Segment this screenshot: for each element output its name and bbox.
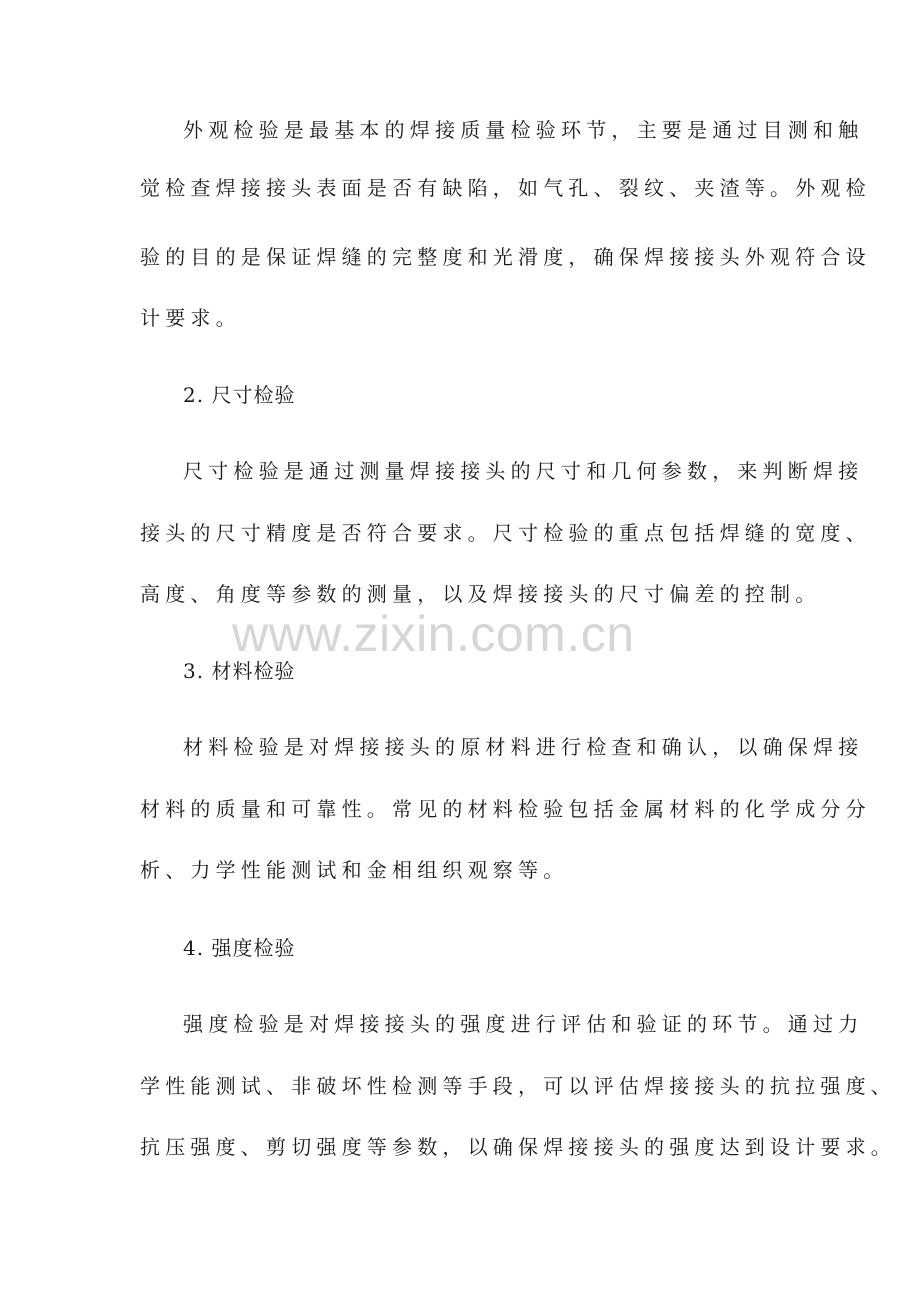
section-heading: 2. 尺寸检验 — [183, 383, 296, 407]
paragraph-line: 外观检验是最基本的焊接质量检验环节，主要是通过目测和触 — [183, 118, 864, 142]
paragraph-line: 计要求。 — [140, 306, 241, 330]
paragraph-line: 高度、角度等参数的测量，以及焊接接头的尺寸偏差的控制。 — [140, 582, 821, 606]
paragraph-line: 学性能测试、非破坏性检测等手段，可以评估焊接接头的抗拉强度、 — [140, 1074, 896, 1098]
paragraph-line: 验的目的是保证焊缝的完整度和光滑度，确保焊接接头外观符合设 — [140, 245, 871, 269]
paragraph-line: 抗压强度、剪切强度等参数，以确保焊接接头的强度达到设计要求。 — [140, 1135, 896, 1159]
section-heading: 3. 材料检验 — [183, 659, 296, 683]
watermark: www.zixin.com.cn — [232, 606, 635, 662]
paragraph-line: 材料的质量和可靠性。常见的材料检验包括金属材料的化学成分分 — [140, 797, 871, 821]
paragraph-line: 尺寸检验是通过测量焊接接头的尺寸和几何参数，来判断焊接 — [183, 459, 864, 483]
paragraph-line: 强度检验是对焊接接头的强度进行评估和验证的环节。通过力 — [183, 1012, 864, 1036]
paragraph-line: 析、力学性能测试和金相组织观察等。 — [140, 858, 569, 882]
section-heading: 4. 强度检验 — [183, 936, 296, 960]
paragraph-line: 接头的尺寸精度是否符合要求。尺寸检验的重点包括焊缝的宽度、 — [140, 521, 871, 545]
paragraph-line: 材料检验是对焊接接头的原材料进行检查和确认，以确保焊接 — [183, 735, 864, 759]
paragraph-line: 觉检查焊接接头表面是否有缺陷，如气孔、裂纹、夹渣等。外观检 — [140, 176, 871, 200]
